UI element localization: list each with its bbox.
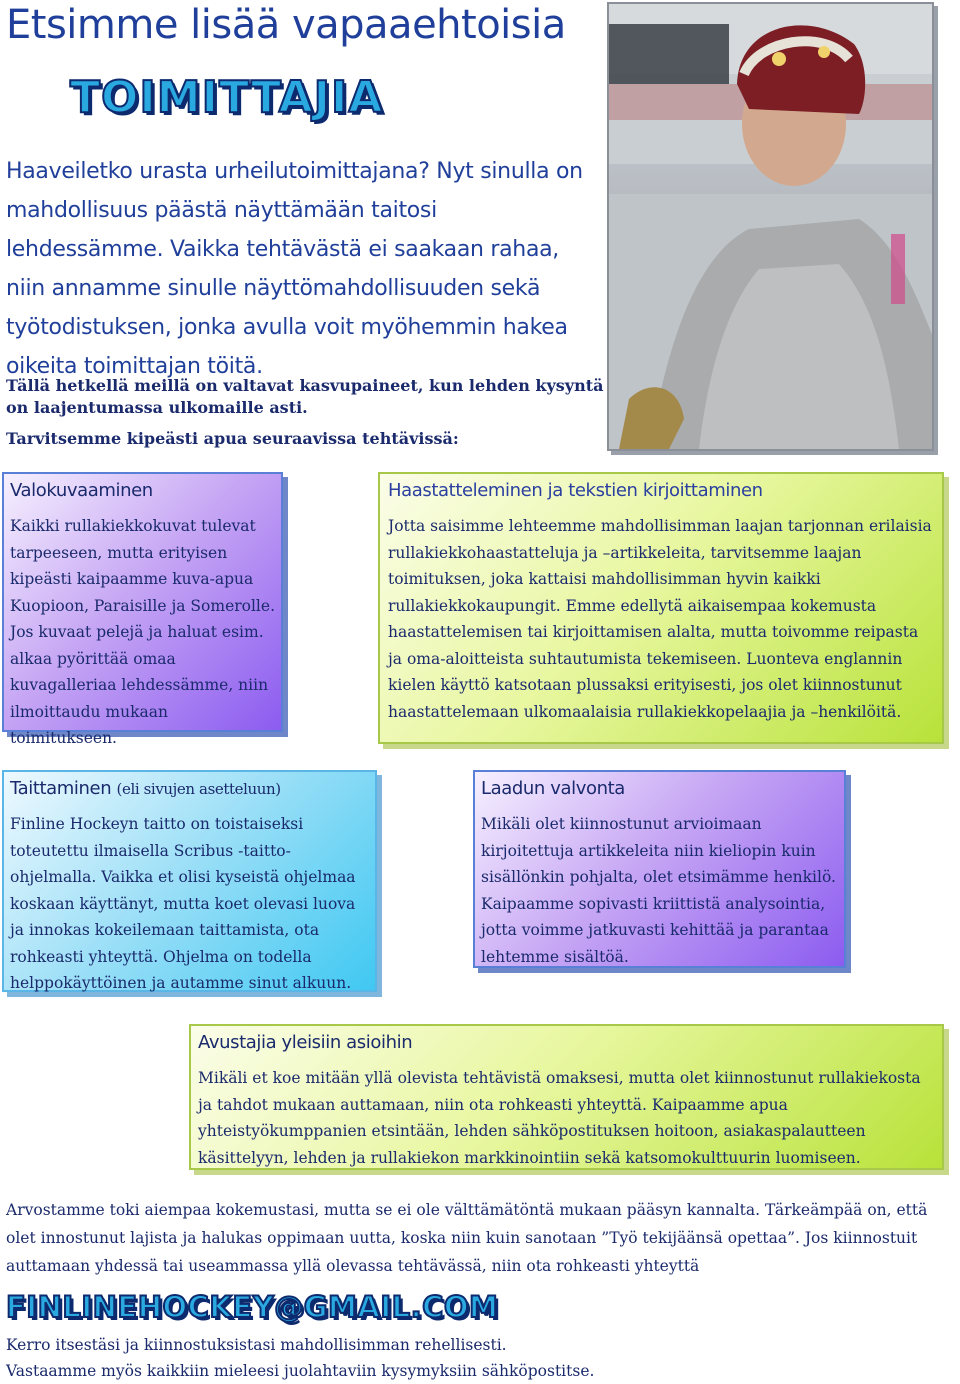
intro-paragraph: Haaveiletko urasta urheilutoimittajana? Nyt sinulla on mahdollisuus päästä näyttämään taitosi lehdessämme. Vaikka tehtävästä ei saakaan rahaa, niin annamme sinulle näyttömahdollisuuden sekä työtodistuksen, jonka avulla voit myöhemmin hakea oikeita toimittajan töitä. [6,159,583,379]
contact-email-link[interactable]: FINLINEHOCKEY@GMAIL.COM [6,1290,499,1324]
section-heading: Valokuvaaminen [10,480,153,501]
lead-paragraph-2: Tarvitsemme kipeästi apua seuraavissa tehtävissä: [6,429,459,448]
section-heading: Avustajia yleisiin asioihin [198,1032,413,1053]
section-body: Mikäli et koe mitään yllä olevista tehtävistä omaksesi, mutta olet kiinnostunut rullakiekosta ja tahdot mukaan auttamaan, niin ota rohkeasti yhteyttä. Kaipaamme apua yhteistyökumppanien etsintään, lehden sähköpostituksen hoitoon, asiakaspalautteen käsittelyyn, lehden ja rullakiekon markkinointiin sekä katsomokulttuurin luomiseen. [198,1069,921,1167]
section-interviewing [378,472,944,744]
section-layout [2,770,377,992]
section-heading-note: (eli sivujen asetteluun) [116,780,281,798]
section-heading: Laadun valvonta [481,778,625,799]
footer-line: Vastaamme myös kaikkiin mieleesi juolahtaviin kysymyksiin sähköpostitse. [6,1362,595,1380]
page-title: Etsimme lisää vapaaehtoisia [6,2,566,48]
hockey-player-photo [607,2,934,451]
lead-paragraph: Tällä hetkellä meillä on valtavat kasvupaineet, kun lehden kysyntä on laajentumassa ulkomaille asti. [6,376,604,417]
section-photography [2,472,283,747]
section-body: Mikäli olet kiinnostunut arvioimaan kirjoitettuja artikkeleita niin kieliopin kuin sisällönkin pohjalta, olet etsimämme henkilö. Kaipaamme sopivasti kriittistä analysointia, jotta voimme jatkuvasti kehittää ja parantaa lehtemme sisältöä. [481,815,836,966]
section-heading [10,778,369,799]
footer [6,1332,906,1384]
footer-line: Kerro itsestäsi ja kiinnostuksistasi mahdollisimman rehellisesti. [6,1336,507,1354]
player-illustration [609,4,932,449]
section-body: Finline Hockeyn taitto on toistaiseksi toteutettu ilmaisella Scribus -taitto-ohjelmalla. Vaikka et olisi kyseistä ohjelmaa koskaan käyttänyt, mutta koet olevasi luova ja innokas kokeilemaan taittamista, ota rohkeasti yhteyttä. Ohjelma on todella helppokäyttöinen ja autamme sinut alkuun. [10,815,356,992]
section-quality [473,770,846,968]
outro-paragraph: Arvostamme toki aiempaa kokemustasi, mutta se ei ole välttämätöntä mukaan pääsyn kannalta. Tärkeämpää on, että olet innostunut lajista ja halukas oppimaan uutta, koska niin kuin sanotaan ”Työ tekijäänsä opettaa”. Jos kiinnostuit auttamaan yhdessä tai useammassa yllä olevassa tehtävässä, niin ota rohkeasti yhteyttä [6,1201,928,1275]
section-heading-text: Taittaminen [10,778,112,799]
section-body: Kaikki rullakiekkokuvat tulevat tarpeeseen, mutta erityisen kipeästi kaipaamme kuva-apua Kuopioon, Paraisille ja Somerolle. Jos kuvaat pelejä ja haluat esim. alkaa pyörittää omaa kuvagalleriaa lehdessämme, niin ilmoittaudu mukaan toimitukseen. [10,517,275,747]
section-body: Jotta saisimme lehteemme mahdollisimman laajan tarjonnan erilaisia rullakiekkohaastatteluja ja –artikkeleita, tarvitsemme laajan toimituksen, joka kattaisi mahdollisimman hyvin kaikki rullakiekkokaupungit. Emme edellytä aikaisempaa kokemusta haastattelemisen tai kirjoittamisen alalta, mutta toivomme reipasta ja oma-aloitteista suhtautumista tekemiseen. Luonteva englannin kielen käyttö katsotaan plussaksi erityisesti, jos olet kiinnostunut haastattelemaan ulkomaalaisia rullakiekkopelaajia ja –henkilöitä. [388,517,932,721]
section-heading: Haastatteleminen ja tekstien kirjoittaminen [388,480,763,501]
page-subtitle: TOIMITTAJIA [70,72,384,123]
section-general [189,1024,944,1170]
